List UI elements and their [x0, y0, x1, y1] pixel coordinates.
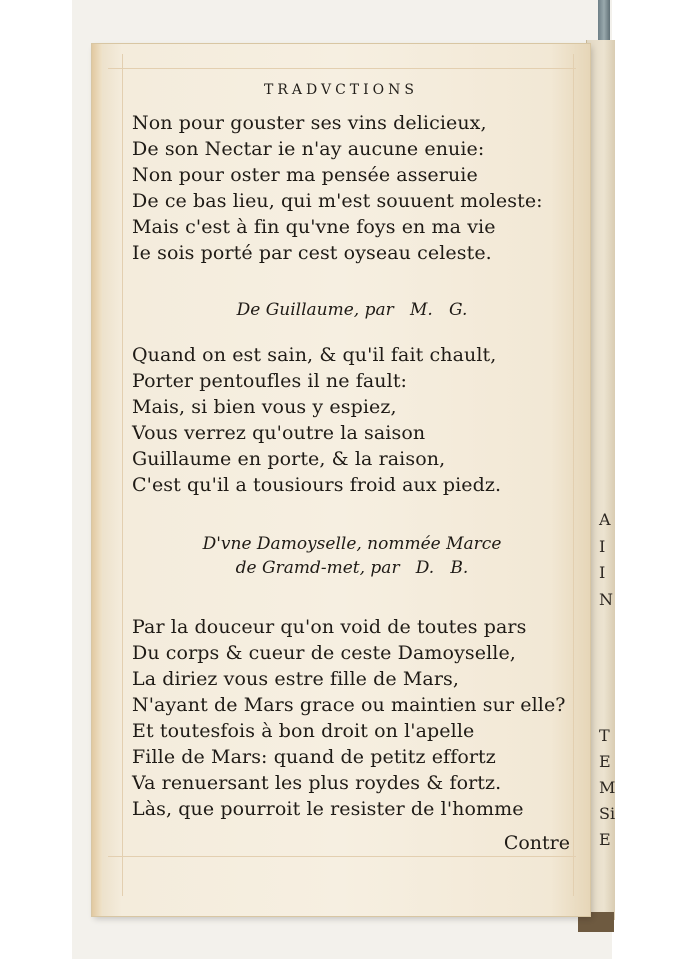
- verse-line: Porter pentoufles il ne fault:: [132, 370, 408, 392]
- verse-line: La diriez vous estre fille de Mars,: [132, 668, 460, 690]
- verse-line: Làs, que pourroit le resister de l'homme: [132, 798, 524, 820]
- poem-heading-line: D'vne Damoyselle, nommée Marce: [202, 534, 502, 554]
- poem-heading-line: de Gramd-met, par D. B.: [235, 558, 469, 578]
- adjacent-page: [586, 40, 615, 920]
- running-head: TRADVCTIONS: [264, 82, 418, 98]
- verse-line: Quand on est sain, & qu'il fait chault,: [132, 344, 497, 366]
- verse-line: Et toutesfois à bon droit on l'apelle: [132, 720, 475, 742]
- verse-line: Par la douceur qu'on void de toutes pars: [132, 616, 527, 638]
- page-rule: [108, 856, 576, 857]
- adjacent-page-fragment: T: [599, 726, 610, 745]
- adjacent-page-fragment: I: [599, 537, 606, 556]
- verse-line: Va renuersant les plus roydes & fortz.: [132, 772, 502, 794]
- verse-line: Guillaume en porte, & la raison,: [132, 448, 446, 470]
- verse-line: N'ayant de Mars grace ou maintien sur elle?: [132, 694, 566, 716]
- verse-line: Fille de Mars: quand de petitz effortz: [132, 746, 496, 768]
- adjacent-page-fragment: M: [599, 778, 616, 797]
- stanza-3: [132, 614, 572, 822]
- verse-line: C'est qu'il a tousiours froid aux piedz.: [132, 474, 502, 496]
- verse-line: Vous verrez qu'outre la saison: [132, 422, 426, 444]
- verse-line: Ie sois porté par cest oyseau celeste.: [132, 242, 492, 264]
- verse-line: Mais, si bien vous y espiez,: [132, 396, 397, 418]
- verse-line: Mais c'est à fin qu'vne foys en ma vie: [132, 216, 496, 238]
- page-rule: [108, 68, 576, 69]
- poem-heading: [132, 532, 572, 580]
- stanza-2: [132, 342, 572, 498]
- adjacent-page-fragment: A: [599, 510, 611, 529]
- verse-line: Non pour gouster ses vins delicieux,: [132, 112, 487, 134]
- verse-line: De son Nectar ie n'ay aucune enuie:: [132, 138, 485, 160]
- verse-line: Non pour oster ma pensée asseruie: [132, 164, 478, 186]
- verse-line: Du corps & cueur de ceste Damoyselle,: [132, 642, 516, 664]
- book-page: [92, 44, 590, 916]
- stanza-1: [132, 110, 572, 266]
- page-rule: [122, 54, 123, 896]
- verse-line: De ce bas lieu, qui m'est souuent moleste:: [132, 190, 543, 212]
- page-rule: [573, 54, 574, 896]
- poem-heading: [132, 298, 572, 322]
- adjacent-page-fragment: I: [599, 563, 606, 582]
- adjacent-page-fragment: E: [599, 830, 611, 849]
- poem-heading-line: De Guillaume, par M. G.: [236, 300, 468, 320]
- adjacent-page-fragment: E: [599, 752, 611, 771]
- adjacent-page-fragment: N: [599, 590, 613, 609]
- adjacent-page-fragment: Si: [599, 804, 616, 823]
- catchword: Contre: [503, 832, 570, 854]
